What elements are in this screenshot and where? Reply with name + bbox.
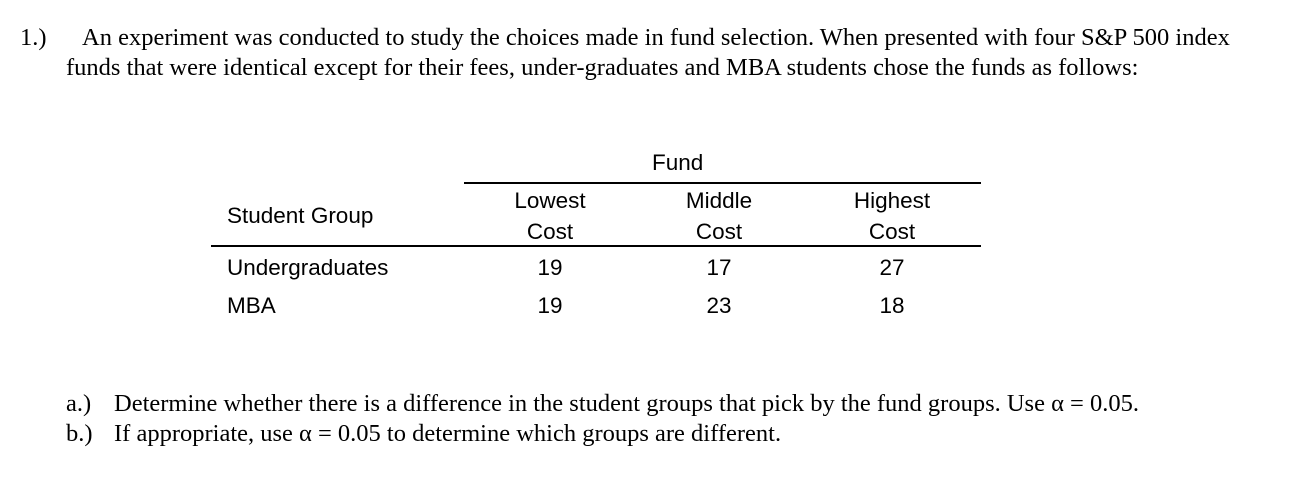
question-a-text: Determine whether there is a difference in the student groups that pick by the fund groups. Use α = 0.05. xyxy=(114,390,1139,417)
column-header-lowest-cost-top: Lowest xyxy=(514,188,586,213)
column-header-highest-cost-bottom: Cost xyxy=(868,219,916,244)
mba-highest-cost-count: 18 xyxy=(879,293,905,318)
question-b xyxy=(66,419,1286,449)
undergraduates-middle-cost-count: 17 xyxy=(706,255,732,280)
student-group-header: Student Group xyxy=(227,203,374,228)
problem-intro: An experiment was conducted to study the choices made in fund selection. When presented with four S&P 500 index funds that were identical except for their fees, under-graduates and MBA students chose the funds as follows: xyxy=(66,24,1230,81)
column-header-lowest-cost-bottom: Cost xyxy=(526,219,574,244)
fund-header-rule xyxy=(464,182,981,184)
column-header-highest-cost-top: Highest xyxy=(853,188,931,213)
column-header-middle-cost-top: Middle xyxy=(685,188,753,213)
mba-middle-cost-count: 23 xyxy=(706,293,732,318)
fund-header: Fund xyxy=(652,150,704,175)
column-header-middle-cost-bottom: Cost xyxy=(695,219,743,244)
problem-number: 1.) xyxy=(20,24,47,51)
undergraduates-lowest-cost-count: 19 xyxy=(537,255,563,280)
fund-choice-table xyxy=(211,148,981,328)
undergraduates-highest-cost-count: 27 xyxy=(879,255,905,280)
question-b-text: If appropriate, use α = 0.05 to determine which groups are different. xyxy=(114,420,782,447)
row-label-mba: MBA xyxy=(227,293,276,318)
question-b-label: b.) xyxy=(66,420,93,447)
mba-lowest-cost-count: 19 xyxy=(537,293,563,318)
question-a-label: a.) xyxy=(66,390,92,417)
question-list xyxy=(66,389,1286,449)
question-a xyxy=(66,389,1286,419)
row-label-undergraduates: Undergraduates xyxy=(227,255,389,280)
header-rule xyxy=(211,245,981,247)
